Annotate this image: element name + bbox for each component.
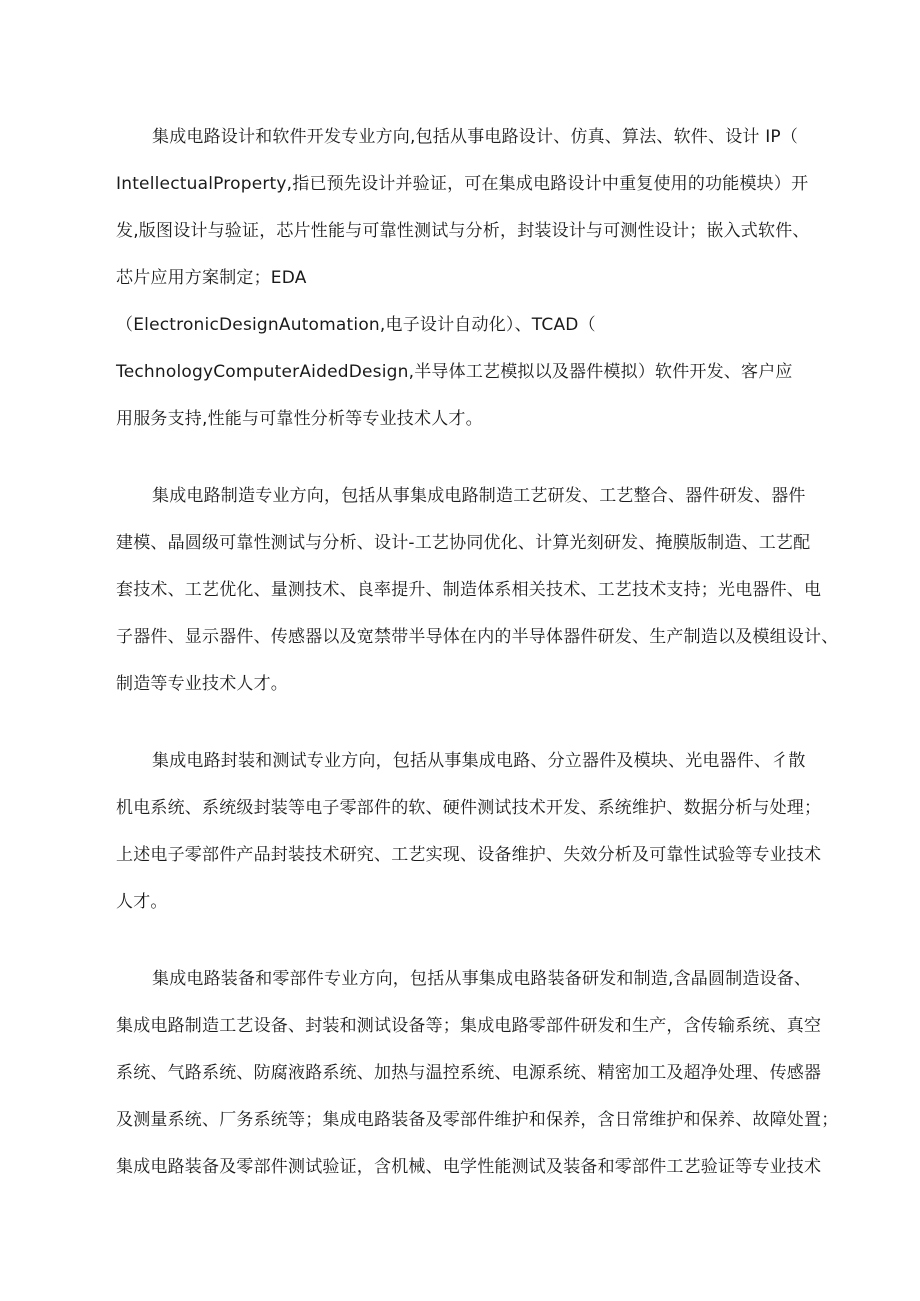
- paragraph-ic-design: [116, 114, 816, 443]
- paragraph-spacer: [116, 926, 816, 956]
- text-line: 集成电路设计和软件开发专业方向,包括从事电路设计、仿真、算法、软件、设计 IP（: [152, 127, 799, 147]
- text-line: 制造等专业技术人才。: [116, 674, 288, 694]
- document-body: [116, 114, 839, 1191]
- text-line: 建模、晶圆级可靠性测试与分析、设计-工艺协同优化、计算光刻研发、掩膜版制造、工艺配: [116, 533, 811, 553]
- text-line: 套技术、工艺优化、量测技术、良率提升、制造体系相关技术、工艺技术支持；光电器件、电: [116, 580, 822, 600]
- text-line: IntellectualProperty,指已预先设计并验证，可在集成电路设计中重复使用的功能模块）开: [116, 174, 809, 194]
- paragraph-ic-packaging-testing: [116, 738, 822, 926]
- paragraph-spacer: [116, 443, 816, 473]
- text-line: 芯片应用方案制定；EDA: [116, 268, 307, 288]
- text-line: 集成电路制造专业方向，包括从事集成电路制造工艺研发、工艺整合、器件研发、器件: [152, 486, 806, 506]
- text-line: 集成电路制造工艺设备、封装和测试设备等；集成电路零部件研发和生产，含传输系统、真空: [116, 1016, 822, 1036]
- text-line: 人才。: [116, 892, 168, 912]
- paragraph-spacer: [116, 708, 816, 738]
- text-line: 上述电子零部件产品封装技术研究、工艺实现、设备维护、失效分析及可靠性试验等专业技术: [116, 845, 822, 865]
- text-line: TechnologyComputerAidedDesign,半导体工艺模拟以及器件模拟）软件开发、客户应: [116, 362, 793, 382]
- text-line: 用服务支持,性能与可靠性分析等专业技术人才。: [116, 409, 483, 429]
- paragraph-ic-equipment: [116, 956, 839, 1191]
- text-line: 发,版图设计与验证，芯片性能与可靠性测试与分析，封装设计与可测性设计；嵌入式软件、: [116, 221, 810, 241]
- paragraph-ic-manufacturing: [116, 473, 839, 708]
- text-line: 及测量系统、厂务系统等；集成电路装备及零部件维护和保养，含日常维护和保养、故障处置；: [116, 1110, 839, 1130]
- text-line: 集成电路装备及零部件测试验证，含机械、电学性能测试及装备和零部件工艺验证等专业技术: [116, 1157, 822, 1177]
- text-line: 子器件、显示器件、传感器以及宽禁带半导体在内的半导体器件研发、生产制造以及模组设计、: [116, 627, 839, 647]
- text-line: 集成电路装备和零部件专业方向，包括从事集成电路装备研发和制造,含晶圆制造设备、: [152, 969, 812, 989]
- text-line: （ElectronicDesignAutomation,电子设计自动化）、TCAD（: [116, 315, 596, 335]
- text-line: 系统、气路系统、防腐液路系统、加热与温控系统、电源系统、精密加工及超净处理、传感器: [116, 1063, 822, 1083]
- text-line: 集成电路封装和测试专业方向，包括从事集成电路、分立器件及模块、光电器件、彳散: [152, 751, 806, 771]
- text-line: 机电系统、系统级封装等电子零部件的软、硬件测试技术开发、系统维护、数据分析与处理；: [116, 798, 822, 818]
